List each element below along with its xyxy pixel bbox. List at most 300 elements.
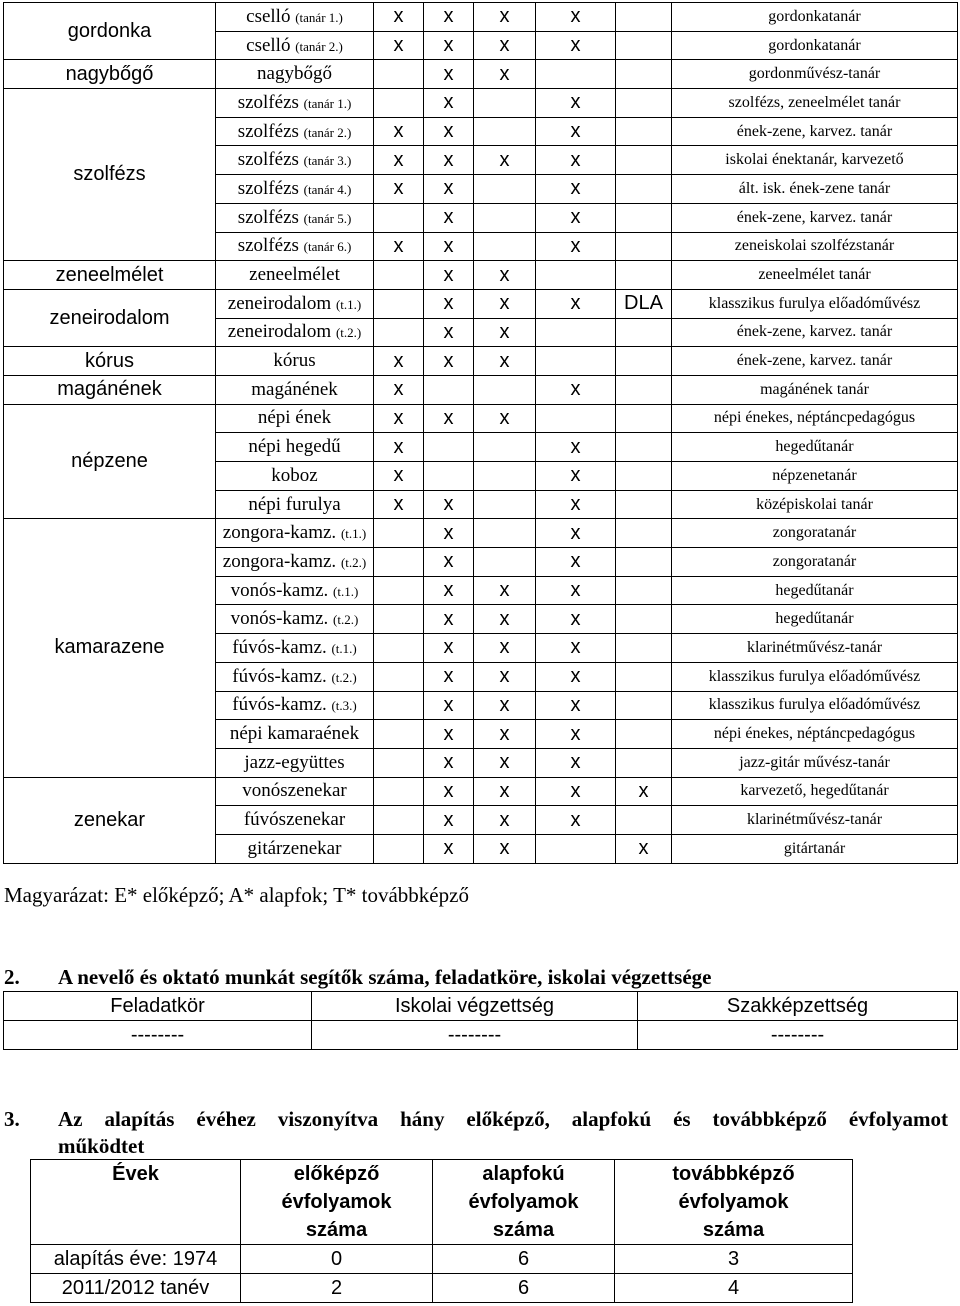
subject-cell <box>216 433 374 462</box>
qualification-cell: népzenetanár <box>672 462 958 491</box>
mark-cell <box>374 806 424 835</box>
mark-cell: x <box>474 60 536 89</box>
mark-cell <box>616 576 672 605</box>
mark-cell: x <box>536 519 616 548</box>
qualification-cell: zongoratanár <box>672 548 958 577</box>
header-iskolai-vegzettseg: Iskolai végzettség <box>312 992 638 1021</box>
category-cell: magánének <box>4 375 216 404</box>
qualification-cell: klasszikus furulya előadóművész <box>672 691 958 720</box>
mark-cell: x <box>536 605 616 634</box>
staff-cell: -------- <box>312 1021 638 1050</box>
mark-cell <box>616 662 672 691</box>
section-2-title: A nevelő és oktató munkát segítők száma, feladatköre, iskolai végzettsége <box>58 965 712 989</box>
mark-cell: x <box>374 404 424 433</box>
subject-name: fúvós-kamz. <box>232 665 327 687</box>
staff-cell: -------- <box>4 1021 312 1050</box>
subject-suffix: (tanár 3.) <box>303 153 352 169</box>
mark-cell: x <box>474 289 536 318</box>
category-cell: zeneelmélet <box>4 261 216 290</box>
subject-suffix: (tanár 2.) <box>303 124 352 140</box>
mark-cell: x <box>474 634 536 663</box>
subject-cell <box>216 89 374 118</box>
table-row <box>4 347 958 376</box>
mark-cell: x <box>374 3 424 32</box>
mark-cell: x <box>424 146 474 175</box>
mark-cell: x <box>536 232 616 261</box>
qualification-cell: népi énekes, néptáncpedagógus <box>672 404 958 433</box>
mark-cell: x <box>424 691 474 720</box>
year-label: alapítás éve: 1974 <box>31 1245 241 1274</box>
table-row <box>4 89 958 118</box>
mark-cell: x <box>424 548 474 577</box>
mark-cell: x <box>424 175 474 204</box>
qualification-cell: klarinétművész-tanár <box>672 806 958 835</box>
mark-cell: x <box>424 89 474 118</box>
header-tovabbkepzo: továbbképző évfolyamok száma <box>615 1160 853 1245</box>
subject-cell <box>216 462 374 491</box>
mark-cell: x <box>424 203 474 232</box>
mark-cell <box>474 433 536 462</box>
mark-cell <box>616 261 672 290</box>
mark-cell: x <box>374 375 424 404</box>
mark-cell: x <box>474 347 536 376</box>
subject-cell <box>216 318 374 347</box>
subject-suffix: (t.1.) <box>331 640 357 656</box>
mark-cell: x <box>424 490 474 519</box>
mark-cell: x <box>424 347 474 376</box>
mark-cell <box>374 576 424 605</box>
mark-cell <box>374 548 424 577</box>
mark-cell <box>616 3 672 32</box>
mark-cell <box>474 490 536 519</box>
qualification-cell: klasszikus furulya előadóművész <box>672 289 958 318</box>
mark-cell: x <box>536 634 616 663</box>
mark-cell: x <box>536 662 616 691</box>
subject-suffix: (t.1.) <box>340 526 367 542</box>
qualification-cell: ének-zene, karvez. tanár <box>672 347 958 376</box>
subject-cell <box>216 834 374 863</box>
mark-cell: x <box>536 31 616 60</box>
subject-name: zeneirodalom <box>227 292 332 314</box>
table-row <box>4 777 958 806</box>
mark-cell: x <box>474 691 536 720</box>
mark-cell: x <box>474 806 536 835</box>
mark-cell: x <box>474 777 536 806</box>
mark-cell: x <box>374 232 424 261</box>
subject-suffix: (t.1.) <box>333 583 359 599</box>
mark-cell <box>474 89 536 118</box>
mark-cell <box>616 232 672 261</box>
category-cell: kamarazene <box>4 519 216 777</box>
mark-cell: x <box>424 289 474 318</box>
section-2-number: 2. <box>4 965 20 989</box>
qualification-cell: hegedűtanár <box>672 605 958 634</box>
mark-cell <box>474 375 536 404</box>
subject-name: népi furulya <box>248 493 341 515</box>
qualification-cell: zeneiskolai szolfézstanár <box>672 232 958 261</box>
section-3-number: 3. <box>4 1107 20 1131</box>
mark-cell: x <box>536 146 616 175</box>
subject-cell <box>216 748 374 777</box>
mark-cell <box>374 89 424 118</box>
subject-cell <box>216 777 374 806</box>
mark-cell: x <box>474 605 536 634</box>
subject-cell <box>216 203 374 232</box>
subject-name: cselló <box>246 34 291 56</box>
mark-cell <box>374 519 424 548</box>
mark-cell: x <box>374 31 424 60</box>
header-szakkepzettseg: Szakképzettség <box>638 992 958 1021</box>
mark-cell: x <box>424 404 474 433</box>
year-cell: 4 <box>615 1274 853 1303</box>
subject-cell <box>216 404 374 433</box>
qualification-cell: ének-zene, karvez. tanár <box>672 318 958 347</box>
mark-cell: x <box>536 490 616 519</box>
mark-cell: x <box>424 748 474 777</box>
qualification-cell: klasszikus furulya előadóművész <box>672 662 958 691</box>
mark-cell: x <box>474 748 536 777</box>
mark-cell <box>474 203 536 232</box>
mark-cell <box>374 605 424 634</box>
subject-suffix: (tanár 5.) <box>303 210 352 226</box>
mark-cell <box>474 519 536 548</box>
mark-cell <box>616 605 672 634</box>
subject-suffix: (tanár 6.) <box>303 239 352 255</box>
mark-cell: x <box>536 89 616 118</box>
section-3-title-line2: működtet <box>58 1134 145 1158</box>
category-cell: zeneirodalom <box>4 289 216 346</box>
mark-cell: x <box>424 318 474 347</box>
mark-cell <box>374 691 424 720</box>
table-row <box>4 60 958 89</box>
subject-name: cselló <box>246 5 291 27</box>
mark-cell <box>424 462 474 491</box>
mark-cell <box>616 347 672 376</box>
staff-cell: -------- <box>638 1021 958 1050</box>
subject-name: fúvószenekar <box>243 809 346 831</box>
subject-name: szolfézs <box>237 149 299 171</box>
qualification-cell: gordonkatanár <box>672 3 958 32</box>
category-cell: népzene <box>4 404 216 519</box>
qualification-cell: karvezető, hegedűtanár <box>672 777 958 806</box>
subject-name: szolfézs <box>237 235 299 257</box>
category-cell: kórus <box>4 347 216 376</box>
year-cell: 6 <box>433 1274 615 1303</box>
subject-suffix: (tanár 4.) <box>303 181 352 197</box>
table-row <box>4 289 958 318</box>
mark-cell: x <box>424 576 474 605</box>
category-cell: nagybőgő <box>4 60 216 89</box>
subject-name: szolfézs <box>237 177 299 199</box>
mark-cell: x <box>424 834 474 863</box>
subject-cell <box>216 60 374 89</box>
qualification-cell: gordonművész-tanár <box>672 60 958 89</box>
mark-cell <box>616 375 672 404</box>
subject-suffix: (tanár 2.) <box>295 38 343 54</box>
subject-name: szolfézs <box>237 206 299 228</box>
mark-cell: x <box>536 375 616 404</box>
subject-name: gitárzenekar <box>247 837 342 859</box>
mark-cell <box>374 748 424 777</box>
subject-suffix: (t.2.) <box>340 554 367 570</box>
subject-name: vonószenekar <box>242 780 347 802</box>
subject-name: népi kamaraének <box>229 723 360 745</box>
mark-cell: x <box>424 605 474 634</box>
mark-cell <box>616 748 672 777</box>
year-label: 2011/2012 tanév <box>31 1274 241 1303</box>
qualification-cell: középiskolai tanár <box>672 490 958 519</box>
subject-suffix: (t.2.) <box>331 669 357 685</box>
mark-cell: x <box>474 31 536 60</box>
mark-cell: x <box>424 232 474 261</box>
subject-name: szolfézs <box>237 120 299 142</box>
mark-cell: x <box>374 146 424 175</box>
subject-name: zongora-kamz. <box>222 522 337 544</box>
mark-cell <box>616 146 672 175</box>
subject-cell <box>216 548 374 577</box>
mark-cell <box>616 548 672 577</box>
mark-cell <box>616 720 672 749</box>
mark-cell <box>616 691 672 720</box>
mark-cell: x <box>424 60 474 89</box>
mark-cell <box>474 117 536 146</box>
mark-cell <box>536 318 616 347</box>
staff-table <box>3 991 958 1050</box>
mark-cell <box>616 60 672 89</box>
mark-cell <box>536 60 616 89</box>
mark-cell: x <box>424 777 474 806</box>
subject-name: kórus <box>273 350 316 372</box>
mark-cell: x <box>536 433 616 462</box>
subject-cell <box>216 720 374 749</box>
qualification-cell: hegedűtanár <box>672 433 958 462</box>
mark-cell: x <box>536 462 616 491</box>
year-cell: 0 <box>241 1245 433 1274</box>
subject-name: zeneirodalom <box>227 321 332 343</box>
year-cell: 6 <box>433 1245 615 1274</box>
subject-cell <box>216 289 374 318</box>
subject-cell <box>216 31 374 60</box>
table-row <box>4 519 958 548</box>
mark-cell: x <box>474 576 536 605</box>
mark-cell: x <box>374 462 424 491</box>
qualification-cell: ének-zene, karvez. tanár <box>672 203 958 232</box>
mark-cell: x <box>424 806 474 835</box>
mark-cell: x <box>374 490 424 519</box>
subject-name: koboz <box>271 464 318 486</box>
qualification-cell: népi énekes, néptáncpedagógus <box>672 720 958 749</box>
mark-cell: x <box>536 548 616 577</box>
mark-cell <box>616 490 672 519</box>
mark-cell: x <box>374 347 424 376</box>
year-cell: 3 <box>615 1245 853 1274</box>
category-cell: zenekar <box>4 777 216 863</box>
mark-cell: x <box>424 31 474 60</box>
table-row <box>4 261 958 290</box>
qualification-cell: hegedűtanár <box>672 576 958 605</box>
mark-cell <box>616 433 672 462</box>
subject-suffix: (t.1.) <box>335 296 362 312</box>
mark-cell <box>536 834 616 863</box>
mark-cell: x <box>374 433 424 462</box>
mark-cell <box>374 720 424 749</box>
subject-cell <box>216 576 374 605</box>
mark-cell <box>616 634 672 663</box>
mark-cell <box>616 519 672 548</box>
mark-cell <box>374 203 424 232</box>
mark-cell <box>616 404 672 433</box>
mark-cell: x <box>616 834 672 863</box>
qualification-cell: magánének tanár <box>672 375 958 404</box>
qualification-cell: gitártanár <box>672 834 958 863</box>
mark-cell <box>374 634 424 663</box>
mark-cell: x <box>474 3 536 32</box>
mark-cell <box>474 232 536 261</box>
mark-cell <box>374 662 424 691</box>
subject-cell <box>216 691 374 720</box>
qualification-cell: iskolai énektanár, karvezető <box>672 146 958 175</box>
mark-cell: x <box>424 3 474 32</box>
mark-cell: x <box>536 175 616 204</box>
qualification-cell: zeneelmélet tanár <box>672 261 958 290</box>
mark-cell <box>616 31 672 60</box>
table-row <box>4 404 958 433</box>
mark-cell <box>374 60 424 89</box>
year-cell: 2 <box>241 1274 433 1303</box>
subject-name: szolfézs <box>237 91 299 113</box>
qualification-cell: klarinétművész-tanár <box>672 634 958 663</box>
mark-cell <box>616 175 672 204</box>
years-table <box>30 1159 853 1303</box>
mark-cell <box>374 318 424 347</box>
subject-cell <box>216 634 374 663</box>
subject-cell <box>216 175 374 204</box>
subject-suffix: (t.2.) <box>335 325 362 341</box>
mark-cell: x <box>536 691 616 720</box>
mark-cell: x <box>616 777 672 806</box>
subject-name: vonós-kamz. <box>230 579 329 601</box>
mark-cell: x <box>424 519 474 548</box>
subject-cell <box>216 490 374 519</box>
mark-cell: x <box>536 806 616 835</box>
subject-cell <box>216 146 374 175</box>
mark-cell: x <box>424 720 474 749</box>
subject-cell <box>216 806 374 835</box>
mark-cell <box>536 261 616 290</box>
mark-cell: x <box>536 748 616 777</box>
header-alapfoku: alapfokú évfolyamok száma <box>433 1160 615 1245</box>
mark-cell <box>374 834 424 863</box>
mark-cell: x <box>536 117 616 146</box>
subject-suffix: (t.3.) <box>331 698 357 714</box>
teacher-subject-table <box>3 2 958 864</box>
qualification-cell: szolfézs, zeneelmélet tanár <box>672 89 958 118</box>
subject-name: magánének <box>251 378 338 400</box>
mark-cell: x <box>536 576 616 605</box>
mark-cell <box>474 548 536 577</box>
mark-cell: x <box>536 777 616 806</box>
mark-cell <box>424 433 474 462</box>
subject-name: népi ének <box>257 407 332 429</box>
table-row <box>4 375 958 404</box>
subject-suffix: (tanár 1.) <box>303 95 352 111</box>
mark-cell <box>424 375 474 404</box>
subject-cell <box>216 375 374 404</box>
section-3-title-line1: Az alapítás évéhez viszonyítva hány előképző, alapfokú és továbbképző évfolyamot <box>58 1107 948 1131</box>
mark-cell: x <box>474 261 536 290</box>
mark-cell: x <box>474 318 536 347</box>
mark-cell: x <box>474 146 536 175</box>
table-row <box>4 3 958 32</box>
category-cell: szolfézs <box>4 89 216 261</box>
subject-cell <box>216 261 374 290</box>
mark-cell: x <box>474 720 536 749</box>
header-elokepzo: előképző évfolyamok száma <box>241 1160 433 1245</box>
mark-cell: x <box>424 662 474 691</box>
mark-cell: x <box>474 834 536 863</box>
subject-name: nagybőgő <box>257 63 332 85</box>
subject-cell <box>216 347 374 376</box>
mark-cell: x <box>536 203 616 232</box>
subject-name: fúvós-kamz. <box>232 636 327 658</box>
qualification-cell: gordonkatanár <box>672 31 958 60</box>
mark-cell <box>616 203 672 232</box>
mark-cell: x <box>474 404 536 433</box>
category-cell: gordonka <box>4 3 216 60</box>
mark-cell <box>616 318 672 347</box>
mark-cell <box>474 462 536 491</box>
subject-suffix: (tanár 1.) <box>295 9 343 25</box>
qualification-cell: ének-zene, karvez. tanár <box>672 117 958 146</box>
mark-cell: x <box>374 117 424 146</box>
subject-cell <box>216 117 374 146</box>
mark-cell: x <box>536 3 616 32</box>
mark-cell <box>474 175 536 204</box>
mark-cell <box>374 289 424 318</box>
subject-name: zeneelmélet <box>249 264 340 286</box>
subject-name: vonós-kamz. <box>230 608 329 630</box>
mark-cell <box>536 404 616 433</box>
qualification-cell: jazz-gitár művész-tanár <box>672 748 958 777</box>
subject-name: népi hegedű <box>248 436 341 458</box>
mark-cell: DLA <box>616 289 672 318</box>
mark-cell: x <box>536 289 616 318</box>
subject-name: zongora-kamz. <box>222 550 337 572</box>
qualification-cell: ált. isk. ének-zene tanár <box>672 175 958 204</box>
mark-cell: x <box>424 634 474 663</box>
header-evek: Évek <box>31 1160 241 1245</box>
mark-cell: x <box>474 662 536 691</box>
header-feladatkor: Feladatkör <box>4 992 312 1021</box>
mark-cell <box>374 777 424 806</box>
subject-cell <box>216 3 374 32</box>
mark-cell <box>616 117 672 146</box>
mark-cell <box>536 347 616 376</box>
mark-cell <box>616 462 672 491</box>
mark-cell <box>616 806 672 835</box>
subject-cell <box>216 519 374 548</box>
subject-name: fúvós-kamz. <box>232 694 327 716</box>
mark-cell: x <box>424 261 474 290</box>
mark-cell: x <box>374 175 424 204</box>
subject-cell <box>216 662 374 691</box>
subject-suffix: (t.2.) <box>333 612 359 628</box>
mark-cell: x <box>424 117 474 146</box>
subject-cell <box>216 605 374 634</box>
legend-text: Magyarázat: E* előképző; A* alapfok; T* továbbképző <box>4 883 469 907</box>
qualification-cell: zongoratanár <box>672 519 958 548</box>
subject-name: jazz-együttes <box>244 751 345 773</box>
